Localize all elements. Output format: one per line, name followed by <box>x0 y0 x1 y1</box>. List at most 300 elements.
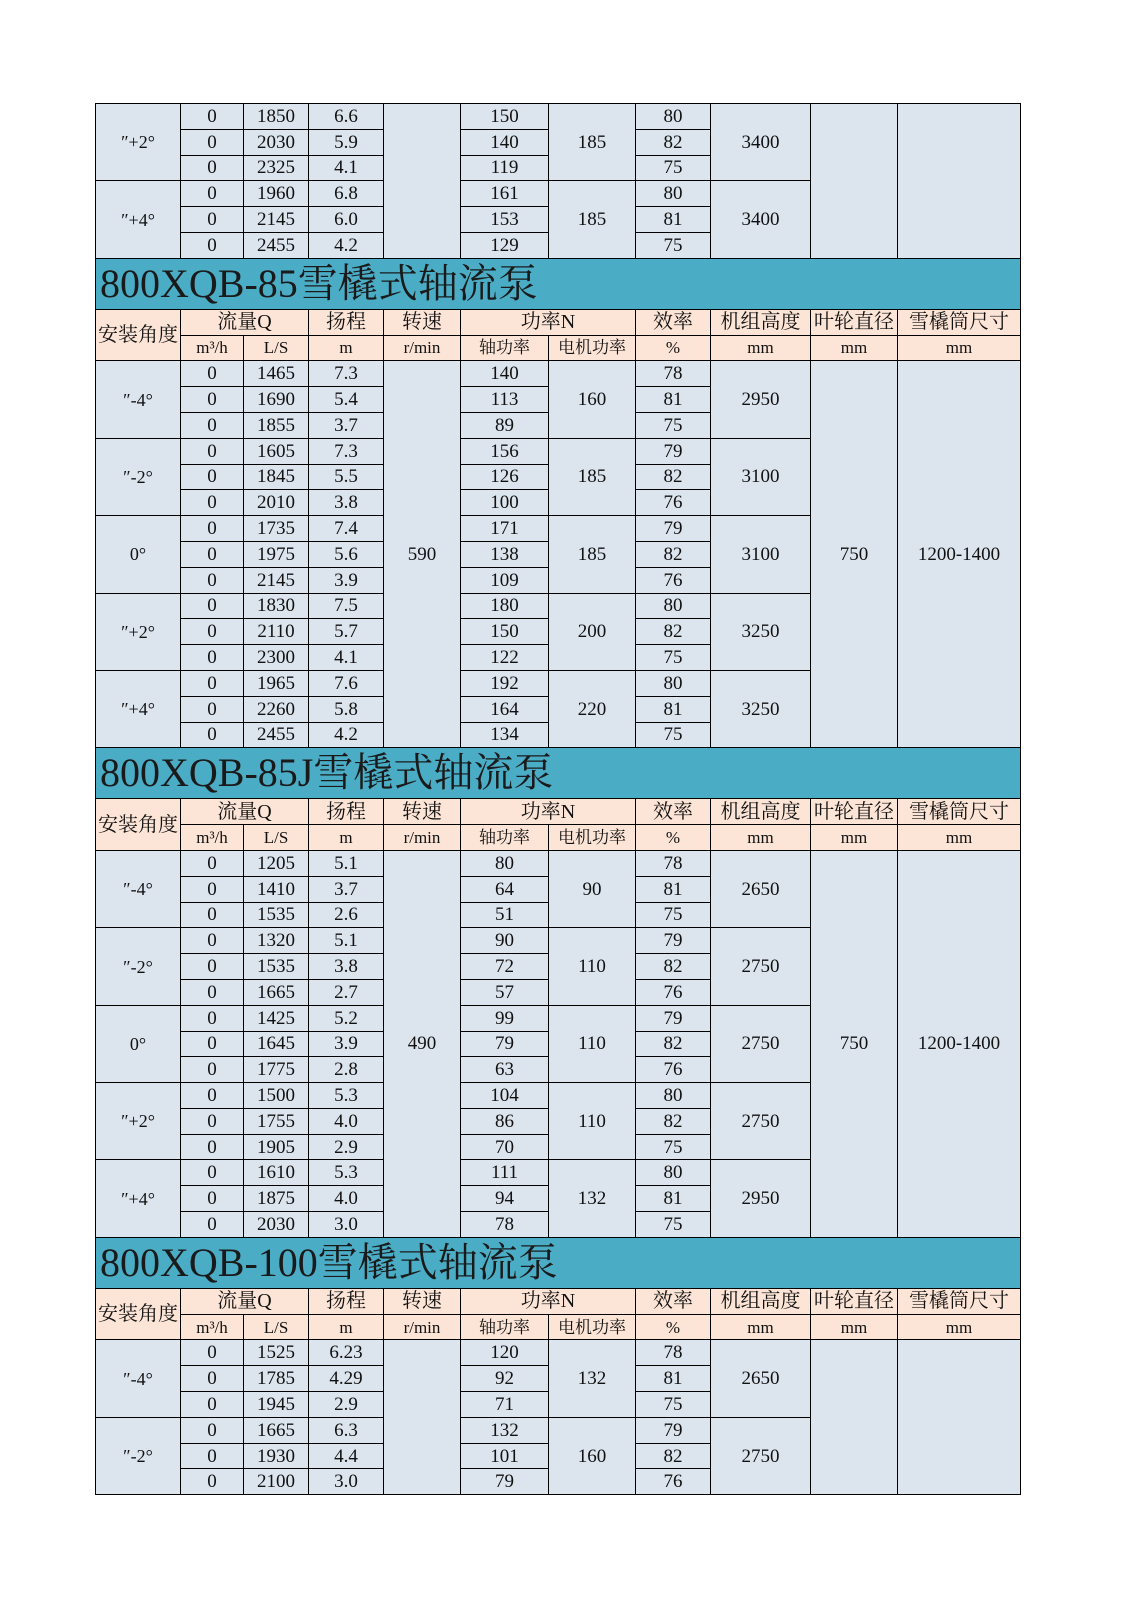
unit-height-cell: 2950 <box>711 361 811 438</box>
impeller-diameter-cell: 750 <box>811 850 898 1237</box>
shaft-power-cell: 89 <box>461 412 549 438</box>
efficiency-cell: 75 <box>636 412 711 438</box>
flow-ls-cell: 1785 <box>244 1366 309 1392</box>
efficiency-cell: 79 <box>636 1005 711 1031</box>
shaft-power-cell: 104 <box>461 1083 549 1109</box>
shaft-power-cell: 100 <box>461 490 549 516</box>
head-cell: 6.3 <box>309 1417 384 1443</box>
head-cell: 2.8 <box>309 1057 384 1083</box>
efficiency-cell: 78 <box>636 850 711 876</box>
flow-m3h-cell: 0 <box>181 1005 244 1031</box>
flow-m3h-cell: 0 <box>181 1443 244 1469</box>
shaft-power-cell: 64 <box>461 876 549 902</box>
angle-cell: ″+2° <box>96 104 181 181</box>
efficiency-cell: 82 <box>636 464 711 490</box>
angle-cell: ″+4° <box>96 181 181 258</box>
head-cell: 7.4 <box>309 516 384 542</box>
unit-shaft-power: 轴功率 <box>461 335 549 361</box>
flow-ls-cell: 1465 <box>244 361 309 387</box>
head-cell: 3.7 <box>309 412 384 438</box>
unit-flow-m3h: m³/h <box>181 335 244 361</box>
flow-m3h-cell: 0 <box>181 1108 244 1134</box>
efficiency-cell: 80 <box>636 181 711 207</box>
head-cell: 5.3 <box>309 1083 384 1109</box>
efficiency-cell: 78 <box>636 1340 711 1366</box>
efficiency-cell: 82 <box>636 619 711 645</box>
unit-speed: r/min <box>384 1314 461 1340</box>
shaft-power-cell: 120 <box>461 1340 549 1366</box>
head-cell: 5.8 <box>309 696 384 722</box>
flow-m3h-cell: 0 <box>181 619 244 645</box>
flow-ls-cell: 1945 <box>244 1392 309 1418</box>
angle-cell: ″+2° <box>96 1083 181 1160</box>
unit-flow-m3h: m³/h <box>181 1314 244 1340</box>
flow-m3h-cell: 0 <box>181 1134 244 1160</box>
section-title-row <box>96 748 1021 799</box>
table-row <box>96 850 1021 876</box>
sled-size-cell <box>898 104 1021 259</box>
flow-m3h-cell: 0 <box>181 954 244 980</box>
flow-m3h-cell: 0 <box>181 361 244 387</box>
header-head: 扬程 <box>309 799 384 825</box>
efficiency-cell: 75 <box>636 1134 711 1160</box>
shaft-power-cell: 161 <box>461 181 549 207</box>
efficiency-cell: 75 <box>636 232 711 258</box>
flow-m3h-cell: 0 <box>181 516 244 542</box>
shaft-power-cell: 99 <box>461 1005 549 1031</box>
unit-efficiency: % <box>636 825 711 851</box>
header-efficiency: 效率 <box>636 309 711 335</box>
efficiency-cell: 82 <box>636 541 711 567</box>
efficiency-cell: 82 <box>636 1443 711 1469</box>
flow-m3h-cell: 0 <box>181 1469 244 1495</box>
unit-unit-height: mm <box>711 825 811 851</box>
flow-ls-cell: 1610 <box>244 1160 309 1186</box>
flow-m3h-cell: 0 <box>181 541 244 567</box>
flow-m3h-cell: 0 <box>181 850 244 876</box>
header-units-row <box>96 1314 1021 1340</box>
efficiency-cell: 80 <box>636 104 711 130</box>
header-unit-height: 机组高度 <box>711 799 811 825</box>
unit-impeller-diameter: mm <box>811 825 898 851</box>
flow-m3h-cell: 0 <box>181 1083 244 1109</box>
pump-spec-table <box>95 103 1021 1495</box>
efficiency-cell: 75 <box>636 645 711 671</box>
flow-m3h-cell: 0 <box>181 104 244 130</box>
speed-cell <box>384 1340 461 1495</box>
speed-cell <box>384 104 461 259</box>
flow-ls-cell: 1665 <box>244 1417 309 1443</box>
motor-power-cell: 90 <box>549 850 636 927</box>
unit-height-cell: 2750 <box>711 1005 811 1082</box>
efficiency-cell: 81 <box>636 876 711 902</box>
head-cell: 5.7 <box>309 619 384 645</box>
flow-ls-cell: 1855 <box>244 412 309 438</box>
header-sled-size: 雪橇筒尺寸 <box>898 1288 1021 1314</box>
head-cell: 2.6 <box>309 902 384 928</box>
motor-power-cell: 185 <box>549 516 636 593</box>
motor-power-cell: 132 <box>549 1340 636 1417</box>
flow-ls-cell: 2325 <box>244 155 309 181</box>
flow-m3h-cell: 0 <box>181 928 244 954</box>
head-cell: 4.1 <box>309 155 384 181</box>
flow-m3h-cell: 0 <box>181 155 244 181</box>
efficiency-cell: 81 <box>636 1186 711 1212</box>
unit-sled-size: mm <box>898 825 1021 851</box>
flow-m3h-cell: 0 <box>181 181 244 207</box>
header-speed: 转速 <box>384 1288 461 1314</box>
sled-size-cell: 1200-1400 <box>898 850 1021 1237</box>
shaft-power-cell: 164 <box>461 696 549 722</box>
efficiency-cell: 75 <box>636 722 711 748</box>
head-cell: 3.9 <box>309 1031 384 1057</box>
flow-m3h-cell: 0 <box>181 876 244 902</box>
efficiency-cell: 80 <box>636 593 711 619</box>
unit-height-cell: 3100 <box>711 516 811 593</box>
efficiency-cell: 76 <box>636 490 711 516</box>
head-cell: 4.2 <box>309 722 384 748</box>
unit-height-cell: 3250 <box>711 593 811 670</box>
unit-motor-power: 电机功率 <box>549 825 636 851</box>
shaft-power-cell: 79 <box>461 1469 549 1495</box>
unit-shaft-power: 轴功率 <box>461 1314 549 1340</box>
efficiency-cell: 76 <box>636 567 711 593</box>
efficiency-cell: 82 <box>636 1108 711 1134</box>
unit-impeller-diameter: mm <box>811 335 898 361</box>
flow-ls-cell: 2110 <box>244 619 309 645</box>
section-title-row <box>96 1237 1021 1288</box>
efficiency-cell: 79 <box>636 438 711 464</box>
unit-efficiency: % <box>636 335 711 361</box>
section-title: 800XQB-100雪橇式轴流泵 <box>96 1237 1021 1288</box>
shaft-power-cell: 129 <box>461 232 549 258</box>
shaft-power-cell: 51 <box>461 902 549 928</box>
flow-ls-cell: 1850 <box>244 104 309 130</box>
flow-ls-cell: 2100 <box>244 1469 309 1495</box>
shaft-power-cell: 150 <box>461 619 549 645</box>
flow-m3h-cell: 0 <box>181 1031 244 1057</box>
flow-ls-cell: 1535 <box>244 902 309 928</box>
flow-ls-cell: 2030 <box>244 129 309 155</box>
efficiency-cell: 81 <box>636 207 711 233</box>
flow-ls-cell: 2300 <box>244 645 309 671</box>
flow-ls-cell: 1605 <box>244 438 309 464</box>
flow-ls-cell: 1205 <box>244 850 309 876</box>
flow-ls-cell: 2145 <box>244 567 309 593</box>
flow-m3h-cell: 0 <box>181 1212 244 1238</box>
angle-cell: ″-2° <box>96 438 181 515</box>
flow-m3h-cell: 0 <box>181 722 244 748</box>
flow-m3h-cell: 0 <box>181 567 244 593</box>
flow-ls-cell: 1905 <box>244 1134 309 1160</box>
flow-ls-cell: 2010 <box>244 490 309 516</box>
head-cell: 6.23 <box>309 1340 384 1366</box>
unit-height-cell: 2650 <box>711 850 811 927</box>
head-cell: 4.0 <box>309 1108 384 1134</box>
efficiency-cell: 80 <box>636 1160 711 1186</box>
unit-height-cell: 2750 <box>711 1417 811 1494</box>
motor-power-cell: 160 <box>549 361 636 438</box>
efficiency-cell: 79 <box>636 516 711 542</box>
header-angle: 安装角度 <box>96 799 181 851</box>
head-cell: 7.6 <box>309 670 384 696</box>
shaft-power-cell: 140 <box>461 129 549 155</box>
shaft-power-cell: 101 <box>461 1443 549 1469</box>
section-title: 800XQB-85雪橇式轴流泵 <box>96 258 1021 309</box>
head-cell: 5.2 <box>309 1005 384 1031</box>
header-head: 扬程 <box>309 1288 384 1314</box>
flow-m3h-cell: 0 <box>181 1186 244 1212</box>
unit-head: m <box>309 335 384 361</box>
shaft-power-cell: 192 <box>461 670 549 696</box>
motor-power-cell: 220 <box>549 670 636 747</box>
unit-impeller-diameter: mm <box>811 1314 898 1340</box>
flow-ls-cell: 1975 <box>244 541 309 567</box>
head-cell: 7.5 <box>309 593 384 619</box>
motor-power-cell: 110 <box>549 1083 636 1160</box>
flow-ls-cell: 2145 <box>244 207 309 233</box>
shaft-power-cell: 134 <box>461 722 549 748</box>
head-cell: 3.0 <box>309 1469 384 1495</box>
header-impeller-diameter: 叶轮直径 <box>811 799 898 825</box>
head-cell: 3.0 <box>309 1212 384 1238</box>
flow-ls-cell: 1410 <box>244 876 309 902</box>
pump-table-body <box>96 104 1021 1495</box>
head-cell: 5.6 <box>309 541 384 567</box>
efficiency-cell: 81 <box>636 696 711 722</box>
efficiency-cell: 82 <box>636 1031 711 1057</box>
flow-ls-cell: 1645 <box>244 1031 309 1057</box>
shaft-power-cell: 71 <box>461 1392 549 1418</box>
unit-head: m <box>309 825 384 851</box>
motor-power-cell: 110 <box>549 928 636 1005</box>
unit-motor-power: 电机功率 <box>549 335 636 361</box>
efficiency-cell: 78 <box>636 361 711 387</box>
angle-cell: ″+4° <box>96 670 181 747</box>
header-power: 功率N <box>461 309 636 335</box>
flow-m3h-cell: 0 <box>181 129 244 155</box>
motor-power-cell: 200 <box>549 593 636 670</box>
table-row <box>96 361 1021 387</box>
speed-cell: 590 <box>384 361 461 748</box>
header-power: 功率N <box>461 1288 636 1314</box>
unit-height-cell: 3100 <box>711 438 811 515</box>
table-row <box>96 104 1021 130</box>
flow-m3h-cell: 0 <box>181 1417 244 1443</box>
unit-height-cell: 3250 <box>711 670 811 747</box>
shaft-power-cell: 78 <box>461 1212 549 1238</box>
efficiency-cell: 75 <box>636 902 711 928</box>
unit-flow-ls: L/S <box>244 335 309 361</box>
flow-m3h-cell: 0 <box>181 593 244 619</box>
shaft-power-cell: 138 <box>461 541 549 567</box>
impeller-diameter-cell <box>811 104 898 259</box>
efficiency-cell: 75 <box>636 1392 711 1418</box>
shaft-power-cell: 126 <box>461 464 549 490</box>
head-cell: 4.1 <box>309 645 384 671</box>
head-cell: 5.3 <box>309 1160 384 1186</box>
shaft-power-cell: 79 <box>461 1031 549 1057</box>
head-cell: 5.1 <box>309 928 384 954</box>
header-speed: 转速 <box>384 799 461 825</box>
flow-m3h-cell: 0 <box>181 387 244 413</box>
impeller-diameter-cell: 750 <box>811 361 898 748</box>
header-flow: 流量Q <box>181 799 309 825</box>
unit-speed: r/min <box>384 825 461 851</box>
flow-m3h-cell: 0 <box>181 1340 244 1366</box>
head-cell: 5.1 <box>309 850 384 876</box>
header-row <box>96 1288 1021 1314</box>
unit-efficiency: % <box>636 1314 711 1340</box>
shaft-power-cell: 132 <box>461 1417 549 1443</box>
head-cell: 3.8 <box>309 954 384 980</box>
efficiency-cell: 79 <box>636 1417 711 1443</box>
flow-ls-cell: 1735 <box>244 516 309 542</box>
sled-size-cell <box>898 1340 1021 1495</box>
shaft-power-cell: 113 <box>461 387 549 413</box>
header-flow: 流量Q <box>181 309 309 335</box>
efficiency-cell: 82 <box>636 954 711 980</box>
efficiency-cell: 76 <box>636 1469 711 1495</box>
unit-flow-ls: L/S <box>244 825 309 851</box>
head-cell: 4.2 <box>309 232 384 258</box>
unit-shaft-power: 轴功率 <box>461 825 549 851</box>
efficiency-cell: 81 <box>636 387 711 413</box>
flow-m3h-cell: 0 <box>181 1160 244 1186</box>
section-title-row <box>96 258 1021 309</box>
unit-unit-height: mm <box>711 1314 811 1340</box>
angle-cell: ″-2° <box>96 928 181 1005</box>
angle-cell: ″-4° <box>96 361 181 438</box>
flow-ls-cell: 1965 <box>244 670 309 696</box>
motor-power-cell: 185 <box>549 181 636 258</box>
shaft-power-cell: 94 <box>461 1186 549 1212</box>
efficiency-cell: 80 <box>636 670 711 696</box>
header-impeller-diameter: 叶轮直径 <box>811 309 898 335</box>
shaft-power-cell: 57 <box>461 979 549 1005</box>
head-cell: 5.5 <box>309 464 384 490</box>
flow-m3h-cell: 0 <box>181 1057 244 1083</box>
flow-ls-cell: 1830 <box>244 593 309 619</box>
header-sled-size: 雪橇筒尺寸 <box>898 799 1021 825</box>
motor-power-cell: 132 <box>549 1160 636 1237</box>
header-impeller-diameter: 叶轮直径 <box>811 1288 898 1314</box>
shaft-power-cell: 122 <box>461 645 549 671</box>
shaft-power-cell: 63 <box>461 1057 549 1083</box>
flow-ls-cell: 1845 <box>244 464 309 490</box>
flow-ls-cell: 1775 <box>244 1057 309 1083</box>
flow-ls-cell: 1425 <box>244 1005 309 1031</box>
angle-cell: ″+4° <box>96 1160 181 1237</box>
flow-ls-cell: 1690 <box>244 387 309 413</box>
shaft-power-cell: 140 <box>461 361 549 387</box>
flow-ls-cell: 2455 <box>244 232 309 258</box>
flow-ls-cell: 1665 <box>244 979 309 1005</box>
header-efficiency: 效率 <box>636 799 711 825</box>
head-cell: 4.4 <box>309 1443 384 1469</box>
unit-unit-height: mm <box>711 335 811 361</box>
flow-ls-cell: 1320 <box>244 928 309 954</box>
flow-m3h-cell: 0 <box>181 1366 244 1392</box>
motor-power-cell: 185 <box>549 438 636 515</box>
shaft-power-cell: 86 <box>461 1108 549 1134</box>
angle-cell: ″-4° <box>96 850 181 927</box>
shaft-power-cell: 156 <box>461 438 549 464</box>
header-flow: 流量Q <box>181 1288 309 1314</box>
flow-ls-cell: 2455 <box>244 722 309 748</box>
shaft-power-cell: 150 <box>461 104 549 130</box>
head-cell: 6.8 <box>309 181 384 207</box>
flow-m3h-cell: 0 <box>181 207 244 233</box>
motor-power-cell: 185 <box>549 104 636 181</box>
head-cell: 3.8 <box>309 490 384 516</box>
shaft-power-cell: 80 <box>461 850 549 876</box>
unit-height-cell: 3400 <box>711 104 811 181</box>
header-unit-height: 机组高度 <box>711 1288 811 1314</box>
header-units-row <box>96 825 1021 851</box>
flow-ls-cell: 1500 <box>244 1083 309 1109</box>
shaft-power-cell: 119 <box>461 155 549 181</box>
header-row <box>96 799 1021 825</box>
flow-ls-cell: 2260 <box>244 696 309 722</box>
unit-height-cell: 2750 <box>711 1083 811 1160</box>
angle-cell: 0° <box>96 1005 181 1082</box>
header-row <box>96 309 1021 335</box>
flow-m3h-cell: 0 <box>181 232 244 258</box>
header-angle: 安装角度 <box>96 1288 181 1340</box>
speed-cell: 490 <box>384 850 461 1237</box>
motor-power-cell: 110 <box>549 1005 636 1082</box>
table-row <box>96 1340 1021 1366</box>
unit-head: m <box>309 1314 384 1340</box>
header-sled-size: 雪橇筒尺寸 <box>898 309 1021 335</box>
head-cell: 6.6 <box>309 104 384 130</box>
shaft-power-cell: 180 <box>461 593 549 619</box>
flow-ls-cell: 1755 <box>244 1108 309 1134</box>
unit-flow-ls: L/S <box>244 1314 309 1340</box>
flow-m3h-cell: 0 <box>181 490 244 516</box>
header-units-row <box>96 335 1021 361</box>
head-cell: 3.9 <box>309 567 384 593</box>
header-angle: 安装角度 <box>96 309 181 361</box>
shaft-power-cell: 153 <box>461 207 549 233</box>
header-power: 功率N <box>461 799 636 825</box>
unit-sled-size: mm <box>898 1314 1021 1340</box>
head-cell: 2.7 <box>309 979 384 1005</box>
shaft-power-cell: 111 <box>461 1160 549 1186</box>
flow-ls-cell: 1525 <box>244 1340 309 1366</box>
head-cell: 2.9 <box>309 1134 384 1160</box>
shaft-power-cell: 109 <box>461 567 549 593</box>
unit-flow-m3h: m³/h <box>181 825 244 851</box>
flow-m3h-cell: 0 <box>181 1392 244 1418</box>
unit-sled-size: mm <box>898 335 1021 361</box>
angle-cell: ″-4° <box>96 1340 181 1417</box>
header-unit-height: 机组高度 <box>711 309 811 335</box>
flow-m3h-cell: 0 <box>181 696 244 722</box>
flow-ls-cell: 1875 <box>244 1186 309 1212</box>
efficiency-cell: 76 <box>636 1057 711 1083</box>
efficiency-cell: 76 <box>636 979 711 1005</box>
shaft-power-cell: 171 <box>461 516 549 542</box>
flow-m3h-cell: 0 <box>181 670 244 696</box>
shaft-power-cell: 90 <box>461 928 549 954</box>
unit-height-cell: 3400 <box>711 181 811 258</box>
flow-ls-cell: 1535 <box>244 954 309 980</box>
efficiency-cell: 80 <box>636 1083 711 1109</box>
head-cell: 5.4 <box>309 387 384 413</box>
impeller-diameter-cell <box>811 1340 898 1495</box>
